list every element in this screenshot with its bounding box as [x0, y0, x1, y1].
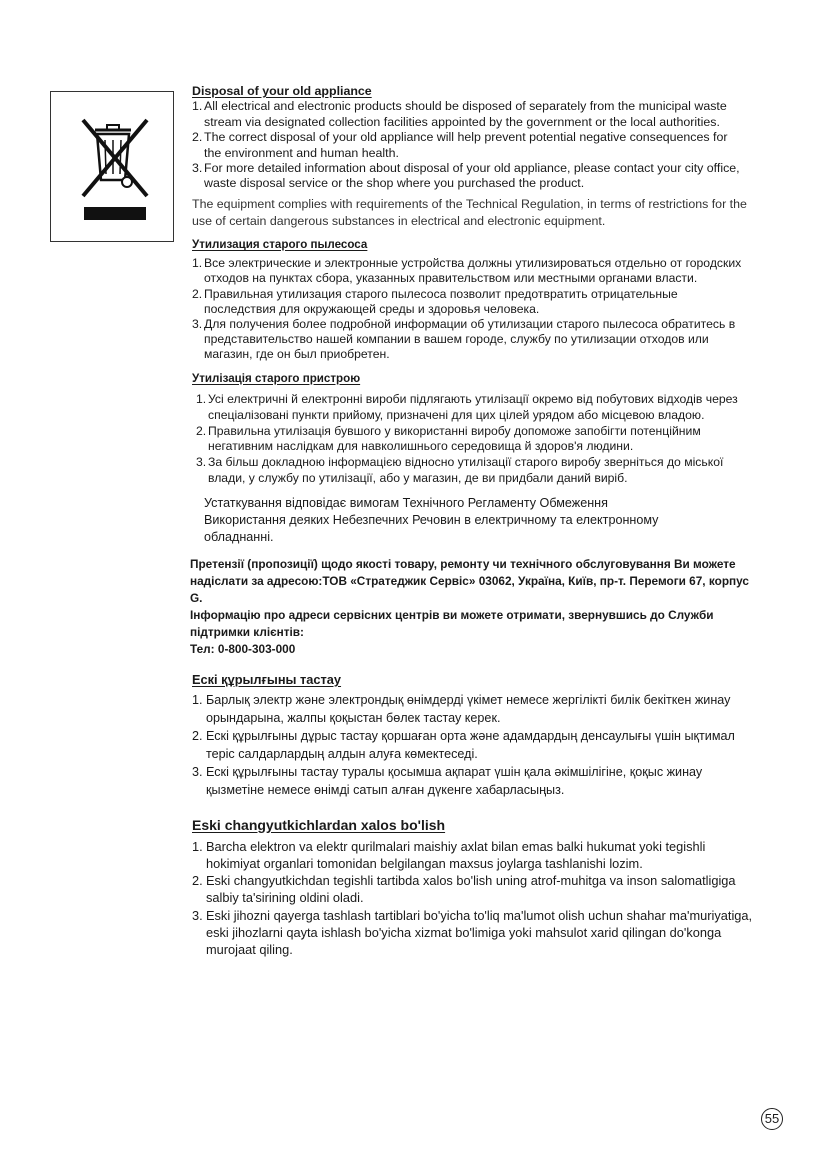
ru-list — [192, 256, 748, 362]
list-item: 1. All electrical and electronic products should be disposed of separately from the municipal waste stream via designated collection facilities appointed by the government or the local authorities. — [192, 99, 727, 129]
crossed-out-wheelie-bin-icon — [51, 92, 175, 243]
weee-logo-box — [50, 91, 174, 242]
list-item: 1. Усі електричні й електронні вироби підлягають утилізації окремо від побутових відходів через спеціалізовані пункти прийому, призначені для цих цілей урядом або місцевою владою. — [196, 392, 738, 422]
uk-list — [192, 392, 748, 487]
en-section-title: Disposal of your old appliance — [192, 84, 372, 98]
uk-compliance-text: Устаткування відповідає вимогам Технічного Регламенту Обмеження Використання деяких Небезпечних Речовин в електричному та електронному обладнанні. — [204, 495, 659, 544]
kk-list — [192, 691, 748, 799]
list-item: 3. Eski jihozni qayerga tashlash tartiblari bo'yicha to'liq ma'lumot olish uchun shahar ma'muriyatiga, eski jihozlarni qayta ishlash bo'yicha xizmat bo'limiga yoki mahsulot xarid qilingan do'konga murojaat qiling. — [192, 907, 753, 958]
uk-phone: Тел: 0-800-303-000 — [190, 641, 296, 656]
list-item: 3. За більш докладною інформацією відносно утилізації старого виробу зверніться до міської влади, у службу по утилізації, або у магазин, де ви придбали даний виріб. — [196, 455, 724, 486]
document-body — [190, 84, 753, 958]
kk-section-title: Ескі құрылғыны тастау — [192, 671, 342, 687]
list-item: 2. Правильная утилизация старого пылесоса позволит предотвратить отрицательные последствия для окружающей среды и здоровья человека. — [192, 286, 678, 316]
list-item: 1. Barcha elektron va elektr qurilmalari maishiy axlat bilan emas balki hukumat yoki tegishli hokimiyat organlari tomonidan belgilangan maxsus joylarga tashlanishi lozim. — [192, 838, 706, 872]
list-item: 1. Все электрические и электронные устройства должны утилизироваться отдельно от городских отходов на пунктах сбора, указанных правительством или местными органами власти. — [192, 256, 742, 286]
uk-section-title: Утилізація старого пристрою — [192, 371, 361, 385]
en-list — [192, 99, 748, 191]
uk-claims-text: Претензії (пропозиції) щодо якості товару, ремонту чи технічного обслуговування Ви можете надіслати за адресою:ТОВ «Стратеджик Сервіс» 03062, Україна, Київ, пр-т. Перемоги 67, корпус G. — [190, 556, 749, 605]
en-compliance-text: The equipment complies with requirements of the Technical Regulation, in terms of restrictions for the use of certain dangerous substances in electrical and electronic equipment. — [192, 196, 747, 228]
list-item: 2. Eski changyutkichdan tegishli tartibda xalos bo'lish uning atrof-muhitga va inson salomatligiga salbiy ta'sirining oldini oladi. — [192, 873, 736, 906]
list-item: 2. The correct disposal of your old appliance will help prevent potential negative consequences for the environment and human health. — [192, 130, 728, 160]
uz-section-title: Eski changyutkichlardan xalos bo'lish — [192, 816, 446, 833]
list-item: 3. For more detailed information about disposal of your old appliance, please contact your city office, waste disposal service or the shop where you purchased the product. — [192, 161, 740, 191]
list-item: 1. Барлық электр және электрондық өнімдерді үкімет немесе жергілікті билік бекіткен жинау орындарына, жалпы қоқыстан бөлек тастау керек. — [192, 692, 731, 725]
list-item: 3. Ескі құрылғыны тастау туралы қосымша ақпарат үшін қала әкімшілігіне, қоқыс жинау қызметіне немесе өнімді сатып алған дүкенге хабарласыңыз. — [192, 764, 703, 797]
uk-service-info: Інформацію про адреси сервісних центрів ви можете отримати, звернувшись до Служби підтримки клієнтів: — [190, 607, 714, 639]
list-item: 3. Для получения более подробной информации об утилизации старого пылесоса обратитесь в представительство нашей компании в вашем городе, службу по утилизации отходов или магазин, где он был приобретен. — [192, 317, 736, 362]
list-item: 2. Правильна утилізація бувшого у використанні виробу допоможе запобігти потенційним негативним наслідкам для навколишнього середовища й здоров'я людини. — [196, 423, 701, 454]
page-number: 55 — [761, 1108, 783, 1130]
ru-section-title: Утилизация старого пылесоса — [192, 237, 368, 251]
uz-list — [192, 838, 758, 958]
list-item: 2. Ескі құрылғыны дұрыс тастау қоршаған орта және адамдардың денсаулығы үшін ықтимал теріс салдарлардың алдын алуға көмектеседі. — [192, 728, 735, 761]
